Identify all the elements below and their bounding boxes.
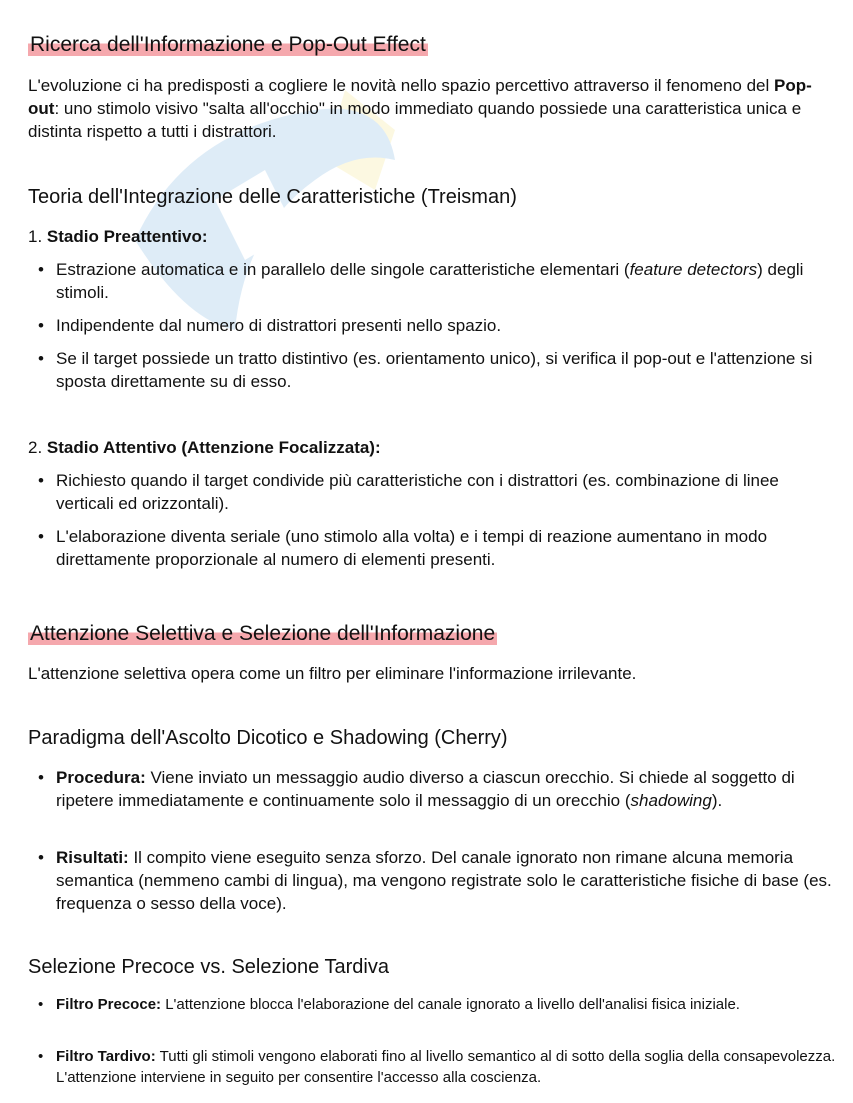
subtitle-selection: Selezione Precoce vs. Selezione Tardiva [28,956,389,978]
section-title-popout: Ricerca dell'Informazione e Pop-Out Effect [30,33,426,56]
stage2-heading: 2. Stadio Attentivo (Attenzione Focalizzata): [28,438,381,457]
stage2-item: • Richiesto quando il target condivide più caratteristiche con i distrattori (es. combinazione di linee verticali ed orizzontali). [38,471,779,513]
subtitle-cherry: Paradigma dell'Ascolto Dicotico e Shadowing (Cherry) [28,727,508,749]
selection-item: • Filtro Tardivo: Tutti gli stimoli vengono elaborati fino al livello semantico al di sotto della soglia della consapevolezza. L'attenzione interviene in seguito per consentire l'accesso alla coscienza. [38,1048,836,1086]
stage1-item: • Indipendente dal numero di distrattori presenti nello spazio. [38,316,502,335]
selection-item: • Filtro Precoce: L'attenzione blocca l'elaborazione del canale ignorato a livello dell'analisi fisica iniziale. [38,996,740,1013]
popout-intro: L'evoluzione ci ha predisposti a cogliere le novità nello spazio percettivo attraverso il fenomeno del Pop-out: uno stimolo visivo "salta all'occhio" in modo immediato quando possiede una caratteristica unica e distinta rispetto a tutti i distrattori. [28,76,812,141]
selective-attention-intro: L'attenzione selettiva opera come un filtro per eliminare l'informazione irrilevante. [28,664,637,683]
stage1-item: • Se il target possiede un tratto distintivo (es. orientamento unico), si verifica il pop-out e l'attenzione si sposta direttamente su di esso. [38,349,813,391]
section-title-selective-attention: Attenzione Selettiva e Selezione dell'Informazione [30,622,496,645]
stage2-item: • L'elaborazione diventa seriale (uno stimolo alla volta) e i tempi di reazione aumentano in modo direttamente proporzionale al numero di elementi presenti. [38,527,768,569]
subtitle-treisman: Teoria dell'Integrazione delle Caratteristiche (Treisman) [28,186,517,208]
cherry-item: • Risultati: Il compito viene eseguito senza sforzo. Del canale ignorato non rimane alcuna memoria semantica (nemmeno cambi di lingua), ma vengono registrate solo le caratteristiche fisiche di base (es. frequenza o sesso della voce). [38,848,832,913]
stage1-item: • Estrazione automatica e in parallelo delle singole caratteristiche elementari (feature detectors) degli stimoli. [38,260,804,302]
stage1-heading: 1. Stadio Preattentivo: [28,227,208,246]
cherry-item: • Procedura: Viene inviato un messaggio audio diverso a ciascun orecchio. Si chiede al soggetto di ripetere immediatamente e continuamente solo il messaggio di un orecchio (shadowing). [38,768,795,810]
